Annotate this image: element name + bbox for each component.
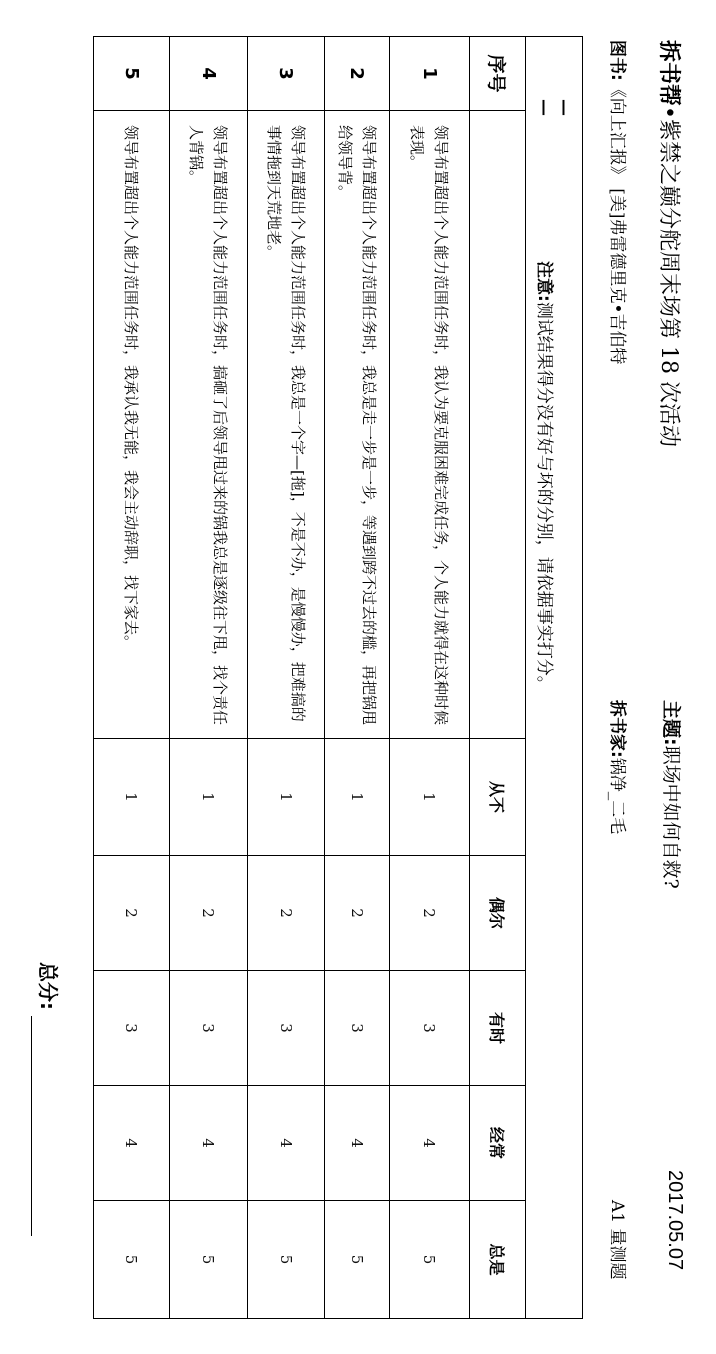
score-option-1[interactable]: 1 [325, 739, 390, 856]
question-type: A1 量测题 [607, 1200, 627, 1280]
note-label: 注意: [534, 261, 554, 302]
row-seq: 4 [170, 37, 248, 111]
score-option-3[interactable]: 3 [325, 971, 390, 1086]
col-header-desc [470, 111, 526, 739]
score-option-5[interactable]: 5 [325, 1201, 390, 1319]
score-option-3[interactable]: 3 [94, 971, 170, 1086]
score-option-4[interactable]: 4 [325, 1086, 390, 1201]
score-option-2[interactable]: 2 [390, 856, 470, 971]
author-info [607, 700, 632, 834]
score-option-2[interactable]: 2 [94, 856, 170, 971]
activity-title [655, 40, 686, 447]
book-label: 图书: [607, 40, 627, 81]
row-seq: 5 [94, 37, 170, 111]
score-option-5[interactable]: 5 [248, 1201, 325, 1319]
total-score-label: 总分: [36, 962, 60, 1010]
row-seq: 3 [248, 37, 325, 111]
col-header-always: 总是 [470, 1201, 526, 1319]
self-assessment-table [93, 36, 583, 1319]
theme [659, 700, 686, 889]
total-score [31, 962, 64, 1236]
theme-label: 主题: [660, 700, 682, 746]
row-statement: 领导布置超出个人能力范围任务时，我认为要克服困难完成任务，个人能力就得在这种时候表现。 [390, 111, 470, 739]
table-row [325, 37, 390, 1319]
theme-value: 职场中如何自救? [660, 745, 682, 889]
score-option-1[interactable]: 1 [94, 739, 170, 856]
table-row [170, 37, 248, 1319]
score-option-3[interactable]: 3 [248, 971, 325, 1086]
score-option-5[interactable]: 5 [390, 1201, 470, 1319]
row-statement: 领导布置超出个人能力范围任务时，我总是走一步是一步，等遇到跨不过去的槛，再把锅甩给领导背。 [325, 111, 390, 739]
row-seq: 1 [390, 37, 470, 111]
table-row [390, 37, 470, 1319]
col-header-sometimes: 有时 [470, 971, 526, 1086]
score-option-3[interactable]: 3 [170, 971, 248, 1086]
score-option-1[interactable]: 1 [170, 739, 248, 856]
author-label: 拆书家: [607, 700, 627, 758]
col-header-occasionally: 偶尔 [470, 856, 526, 971]
score-option-4[interactable]: 4 [170, 1086, 248, 1201]
total-score-blank[interactable] [31, 1016, 32, 1236]
club-name: 拆书帮 [656, 40, 681, 107]
score-option-5[interactable]: 5 [94, 1201, 170, 1319]
score-option-1[interactable]: 1 [248, 739, 325, 856]
note-cell [526, 37, 583, 1319]
activity-date: 2017.05.07 [664, 1170, 686, 1271]
score-option-4[interactable]: 4 [94, 1086, 170, 1201]
note-dashes: — — [534, 99, 574, 156]
score-option-4[interactable]: 4 [248, 1086, 325, 1201]
score-option-2[interactable]: 2 [248, 856, 325, 971]
book-info [607, 40, 632, 365]
book-value: 《向上汇报》 [美]弗雷德里克•吉伯特 [607, 80, 627, 365]
activity-name: •紫禁之巅分舵周末场第 18 次活动 [656, 106, 681, 447]
row-seq: 2 [325, 37, 390, 111]
row-statement: 领导布置超出个人能力范围任务时，我总是一个字—[拖]，不是不办，是慢慢办，把难搞的事情拖到天荒地老。 [248, 111, 325, 739]
author-value: 锅净_二毛 [607, 757, 627, 835]
row-statement: 领导布置超出个人能力范围任务时，搞砸了后领导甩过来的锅我总是逐级往下甩，找个责任人背锅。 [170, 111, 248, 739]
score-option-4[interactable]: 4 [390, 1086, 470, 1201]
score-option-5[interactable]: 5 [170, 1201, 248, 1319]
table-row [248, 37, 325, 1319]
col-header-never: 从不 [470, 739, 526, 856]
score-option-1[interactable]: 1 [390, 739, 470, 856]
note-text: 测试结果得分没有好与坏的分别，请依据事实打分。 [534, 301, 554, 693]
score-option-2[interactable]: 2 [325, 856, 390, 971]
score-option-2[interactable]: 2 [170, 856, 248, 971]
header-row [470, 37, 526, 1319]
table-row [94, 37, 170, 1319]
col-header-seq: 序号 [470, 37, 526, 111]
score-option-3[interactable]: 3 [390, 971, 470, 1086]
note-row [526, 37, 583, 1319]
col-header-often: 经常 [470, 1086, 526, 1201]
row-statement: 领导布置超出个人能力范围任务时，我承认我无能，我会主动辞职，找下家去。 [94, 111, 170, 739]
